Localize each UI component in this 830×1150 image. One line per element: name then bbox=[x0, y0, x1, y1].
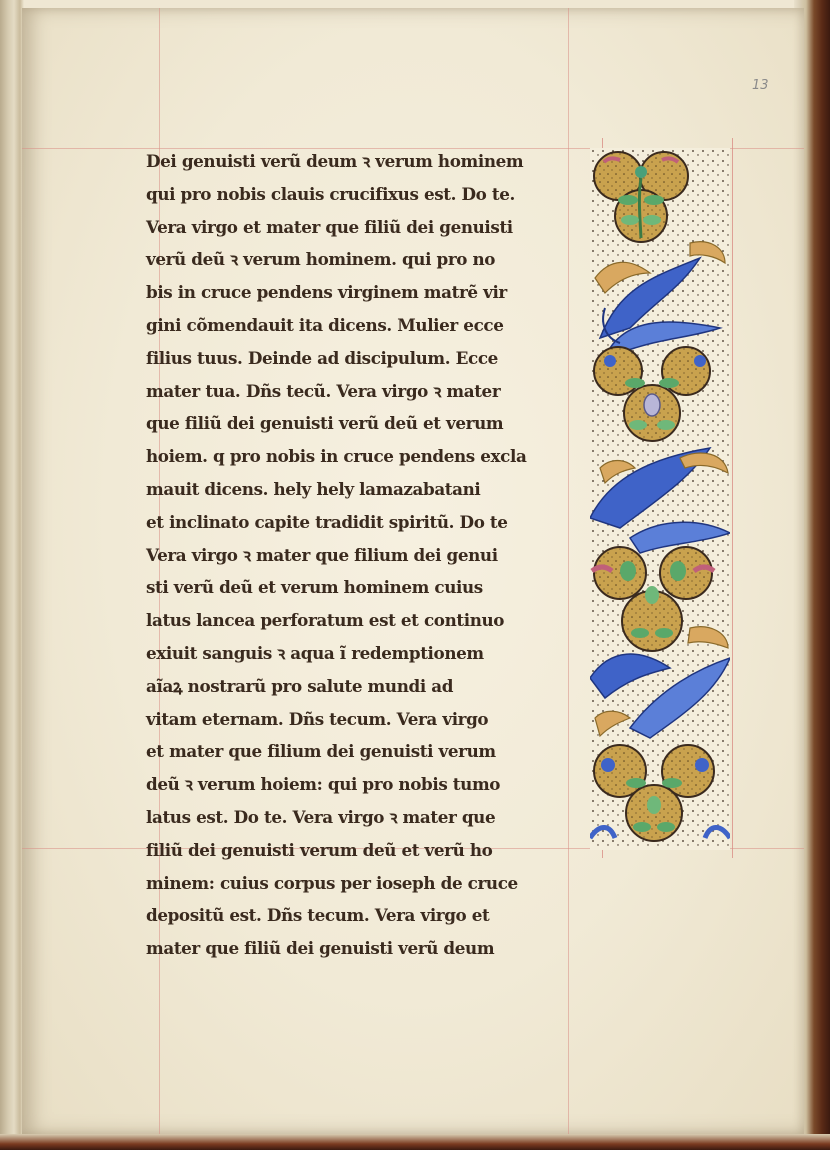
text-line: Vera virgo et mater que filiũ dei genuisti bbox=[146, 217, 513, 238]
text-line: gini cõmendauit ita dicens. Mulier ecce bbox=[146, 315, 504, 336]
text-line: mauit dicens. hely hely lamazabatani bbox=[146, 479, 481, 500]
text-line: vitam eternam. Dñs tecum. Vera virgo bbox=[146, 709, 489, 730]
text-line: latus est. Do te. Vera virgo ꝛ mater que bbox=[146, 807, 496, 828]
text-line: Dei genuisti verũ deum ꝛ verum hominem bbox=[146, 152, 524, 172]
text-line: latus lancea perforatum est et continuo bbox=[146, 611, 505, 632]
text-line: et inclinato capite tradidit spiritũ. Do te bbox=[146, 512, 508, 533]
text-line: et mater que filium dei genuisti verum bbox=[146, 742, 496, 763]
border-frame-right bbox=[732, 138, 733, 858]
text-line: filiũ dei genuisti verum deũ et verũ ho bbox=[146, 840, 493, 861]
text-line: deũ ꝛ verum hoiem: qui pro nobis tumo bbox=[146, 775, 501, 796]
illuminated-border bbox=[590, 148, 730, 850]
text-line: que filiũ dei genuisti verũ deũ et verum bbox=[146, 414, 504, 435]
text-line: filius tuus. Deinde ad discipulum. Ecce bbox=[146, 348, 498, 369]
text-line: verũ deũ ꝛ verum hominem. qui pro no bbox=[146, 250, 496, 271]
text-line: exiuit sanguis ꝛ aqua ĩ redemptionem bbox=[146, 643, 484, 664]
text-line: bis in cruce pendens virginem matrẽ vir bbox=[146, 283, 507, 304]
text-line: sti verũ deũ et verum hominem cuius bbox=[146, 578, 483, 599]
text-line: qui pro nobis clauis crucifixus est. Do te. bbox=[146, 184, 515, 205]
text-line: minem: cuius corpus per ioseph de cruce bbox=[146, 873, 518, 894]
text-line: depositũ est. Dñs tecum. Vera virgo et bbox=[146, 906, 490, 927]
folio-number: 13 bbox=[752, 78, 769, 93]
text-line: mater que filiũ dei genuisti verũ deum bbox=[146, 939, 495, 960]
text-line: mater tua. Dñs tecũ. Vera virgo ꝛ mater bbox=[146, 381, 501, 402]
text-line: hoiem. q pro nobis in cruce pendens excla bbox=[146, 447, 527, 468]
manuscript-text-block bbox=[146, 146, 582, 966]
book-binding-edge bbox=[0, 1134, 830, 1150]
text-line: aĩaꝝ nostrarũ pro salute mundi ad bbox=[146, 676, 454, 697]
text-line: Vera virgo ꝛ mater que filium dei genui bbox=[146, 545, 498, 566]
